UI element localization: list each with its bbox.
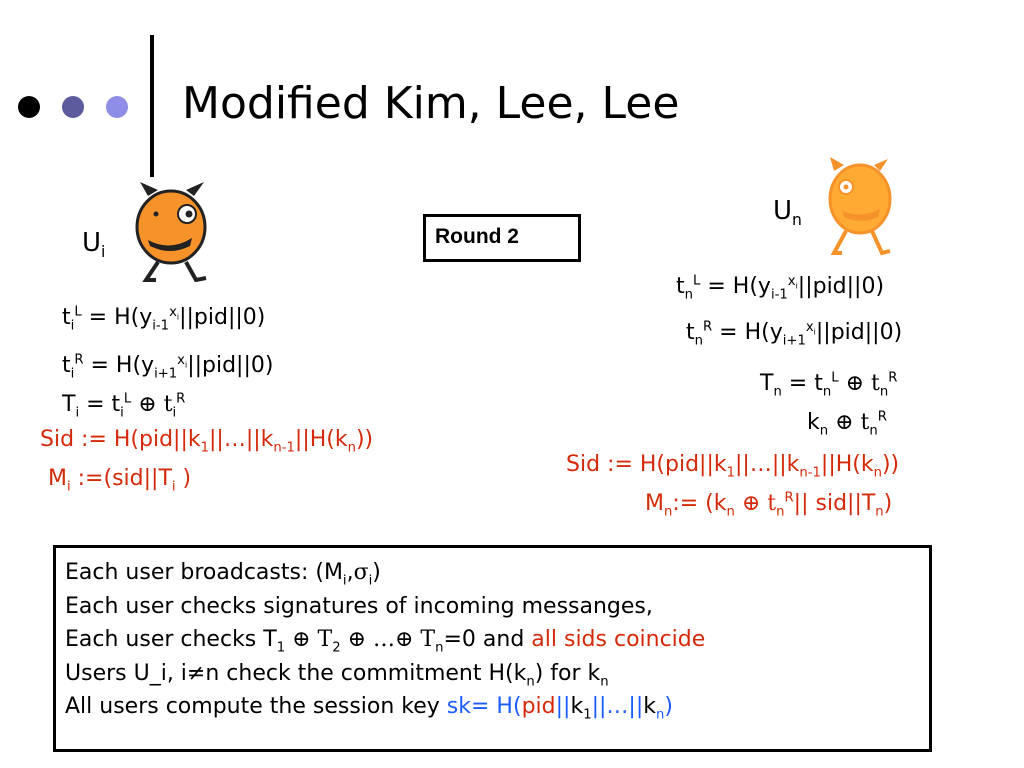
right-eq-Tn: $T_n = t_n^L$ ⊕ $t_n^R$ (760, 370, 898, 400)
left-eq-tir: $t_i^R = H(y_{i+1}^{x_i}||pid||0)$ (62, 352, 274, 382)
devil-monster-icon (822, 157, 894, 257)
bullet-dot-3 (106, 96, 128, 118)
user-label-un: $U_n$ (773, 196, 802, 230)
title-divider (150, 35, 154, 177)
left-eq-Mi: $M_i$ $:=(sid||T_i$ ) (48, 466, 192, 495)
right-eq-tnl: $t_n^L = H(y_{i-1}^{x_i}||pid||0)$ (676, 273, 885, 303)
right-eq-Mn: $M_n:= (k_n$ ⊕ $t_n^R||$ $sid||T_n$) (645, 490, 893, 520)
summary-line-xor-check: Each user checks $T_1$ ⊕ $T_2$ ⊕ …⊕ $T_n=0$ and all sids coincide (65, 627, 706, 656)
summary-line-broadcast: Each user broadcasts: $(M_i,\sigma_i)$ (65, 560, 381, 589)
right-eq-sid: Sid := $H(pid||k_1||\dots||k_{n-1}||H(k_n))$ (566, 452, 900, 481)
left-eq-sid: Sid := $H(pid||k_1||\dots||k_{n-1}||H(k_n))$ (40, 427, 374, 456)
left-eq-til: $t_i^L = H(y_{i-1}^{x_i}||pid||0)$ (62, 304, 266, 334)
user-label-ui: $U_i$ (82, 228, 106, 262)
left-eq-Ti: $T_i = t_i^L$ ⊕ $t_i^R$ (62, 391, 186, 421)
devil-monster-icon (130, 182, 212, 282)
right-eq-kn: $k_n$ ⊕ $t_n^R$ (807, 409, 887, 439)
right-eq-tnr: $t_n^R = H(y_{i+1}^{x_i}||pid||0)$ (686, 319, 903, 349)
summary-line-session-key: All users compute the session key $sk= H(pid||k_1||\dots||k_n)$ (65, 694, 673, 723)
summary-line-commitment: Users U_i, i≠n check the commitment $H(k_n)$ for $k_n$ (65, 660, 609, 689)
slide-title: Modified Kim, Lee, Lee (182, 78, 680, 129)
bullet-dot-2 (62, 96, 84, 118)
summary-box (53, 545, 932, 752)
round-label-box: Round 2 (423, 214, 581, 262)
summary-line-signatures: Each user checks signatures of incoming messanges, (65, 593, 653, 619)
bullet-dot-1 (18, 96, 40, 118)
